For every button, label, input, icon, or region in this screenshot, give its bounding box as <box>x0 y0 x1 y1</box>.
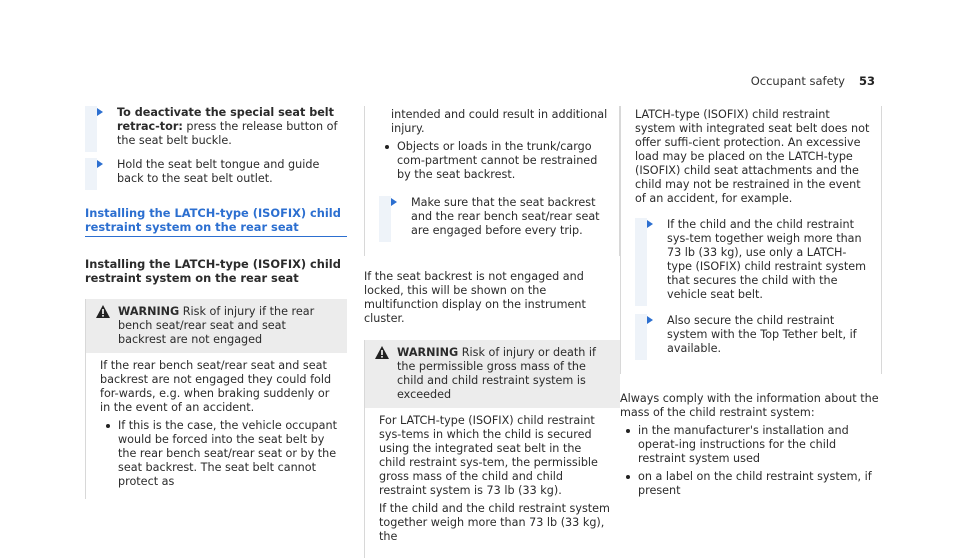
warning-label: WARNING <box>397 346 459 359</box>
column-1 <box>85 106 347 499</box>
instruction-step <box>379 196 609 238</box>
warning-head-text: Risk of injury or death if the permissible gross mass of the child and child restraint system is exceeded <box>397 346 596 401</box>
list-item <box>620 470 882 498</box>
warning-text: LATCH-type (ISOFIX) child restraint system with integrated seat belt does not offer suffi-cient protection. An excessive load may be placed on the LATCH-type (ISOFIX) child seat attachments and the child may not be restrained in the event of an accident, for example. <box>635 108 870 205</box>
list-item <box>100 419 337 489</box>
arrow-icon <box>647 316 653 324</box>
warning-header <box>365 340 620 408</box>
column-3 <box>620 106 882 498</box>
warning-continuation <box>364 106 620 256</box>
warning-box <box>85 299 347 499</box>
warning-text: If the child and the child restraint system together weigh more than 73 lb (33 kg), the <box>379 502 610 543</box>
instruction-step <box>85 106 347 148</box>
warning-icon <box>96 305 110 318</box>
info-block <box>620 392 882 498</box>
list-item-text: Objects or loads in the trunk/cargo com-partment cannot be restrained by the seat backrest. <box>397 140 598 181</box>
warning-text: For LATCH-type (ISOFIX) child restraint sys-tems in which the child is secured using the integrated seat belt in the child restraint sys-tem, the permissible gross mass of the child and child restraint system is 73 lb (33 kg). <box>379 414 598 497</box>
list-item-text: If this is the case, the vehicle occupant would be forced into the seat belt by the rear bench seat/rear seat or by the seat backrest. The seat belt cannot protect as <box>118 419 337 488</box>
instruction-step <box>85 158 347 186</box>
section-name: Occupant safety <box>750 74 845 88</box>
arrow-icon <box>647 220 653 228</box>
step-text: If the child and the child restraint sys-tem together weigh more than 73 lb (33 kg), use only a LATCH-type (ISOFIX) child restraint system that secures the child with the vehicle seat belt. <box>667 218 867 301</box>
step-bold: To deactivate the special seat belt retrac-tor: <box>117 106 334 133</box>
warning-label: WARNING <box>118 305 180 318</box>
step-text: Make sure that the seat backrest and the rear bench seat/rear seat are engaged before every trip. <box>411 196 600 237</box>
section-title: Installing the LATCH-type (ISOFIX) child restraint system on the rear seat <box>85 206 347 237</box>
page-number: 53 <box>858 74 875 88</box>
column-2 <box>364 106 620 558</box>
warning-header <box>86 299 347 353</box>
arrow-icon <box>391 198 397 206</box>
warning-head-text: Risk of injury if the rear bench seat/rear seat and seat backrest are not engaged <box>118 305 315 346</box>
warning-body <box>365 408 620 558</box>
instruction-step <box>635 314 871 356</box>
list-item <box>379 140 609 182</box>
warning-text: If the rear bench seat/rear seat and seat backrest are not engaged they could fold for-wards, e.g. when braking suddenly or in the event of an accident. <box>100 359 332 414</box>
warning-body <box>86 353 347 499</box>
warning-icon <box>375 346 389 359</box>
sub-title: Installing the LATCH-type (ISOFIX) child restraint system on the rear seat <box>85 257 341 285</box>
step-text: Also secure the child restraint system with the Top Tether belt, if available. <box>667 314 857 355</box>
warning-continuation <box>620 106 882 374</box>
page-header <box>751 74 875 88</box>
paragraph: Always comply with the information about the mass of the child restraint system: <box>620 392 879 419</box>
paragraph: If the seat backrest is not engaged and locked, this will be shown on the multifunction display on the instrument cluster. <box>364 270 586 325</box>
list-item-text: on a label on the child restraint system, if present <box>638 470 872 497</box>
arrow-icon <box>97 108 103 116</box>
warning-text: intended and could result in additional injury. <box>391 108 608 135</box>
list-item-text: in the manufacturer's installation and operat-ing instructions for the child restraint system used <box>638 424 849 465</box>
step-text: Hold the seat belt tongue and guide back to the seat belt outlet. <box>117 158 320 185</box>
warning-box <box>364 340 620 558</box>
instruction-step <box>635 218 871 302</box>
arrow-icon <box>97 160 103 168</box>
list-item <box>620 424 882 466</box>
step-text: press the release button of the seat belt buckle. <box>117 120 338 147</box>
